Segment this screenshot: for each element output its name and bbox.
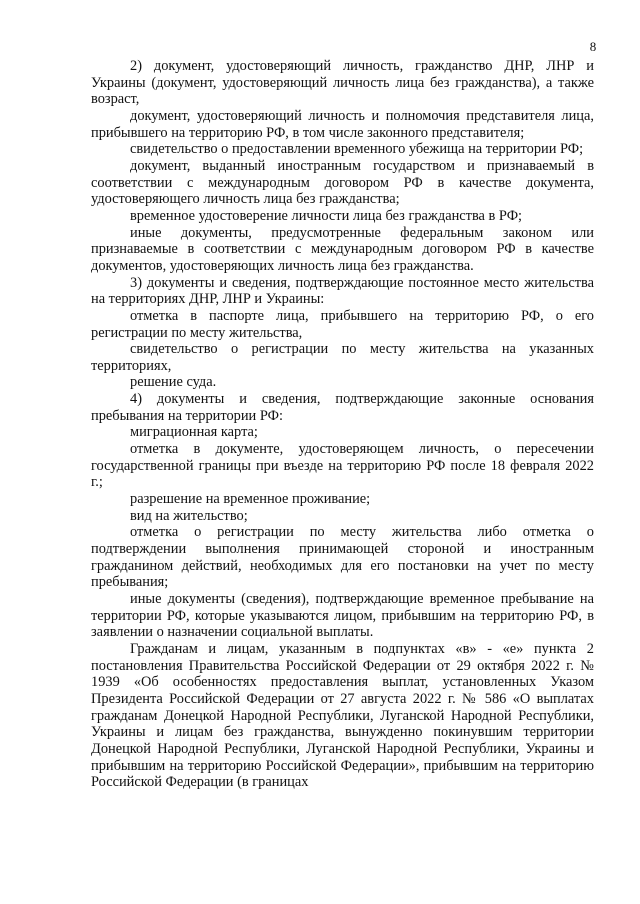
paragraph: иные документы, предусмотренные федеральным законом или признаваемые в соответствии с международным договором РФ в качестве документов, удостоверяющих личность лица без гражданства. (91, 224, 594, 274)
paragraph: временное удостоверение личности лица без гражданства в РФ; (130, 207, 523, 224)
paragraph: свидетельство о регистрации по месту жительства на указанных территориях, (91, 341, 594, 374)
paragraph: Гражданам и лицам, указанным в подпунктах «в» - «е» пункта 2 постановления Правительства Российской Федерации от 29 октября 2022 г. № 1939 «Об особенностях предоставления выплат, установленных Указом Президента Российской Федерации от 27 августа 2022 г. № 586 «О выплатах гражданам Донецкой Народной Республики, Луганской Народной Республики, Украины и лицам без гражданства, вынужденно покинувшим территории Донецкой Народной Республики, Луганской Народной Республики, Украины и прибывшим на территорию Российской Федерации», прибывшим на территорию Российской Федерации (в границах (91, 640, 594, 791)
paragraph: документ, выданный иностранным государством и признаваемый в соответствии с международным договором РФ в качестве документа, удостоверяющего личность лица без гражданства; (91, 157, 594, 208)
page-number: 8 (589, 39, 597, 54)
paragraph: решение суда. (130, 374, 217, 391)
document-body (91, 58, 594, 791)
paragraph: свидетельство о предоставлении временного убежища на территории РФ; (130, 141, 584, 158)
paragraph: 3) документы и сведения, подтверждающие постоянное место жительства на территориях ДНР, ЛНР и Украины: (91, 274, 594, 308)
paragraph: вид на жительство; (130, 507, 248, 524)
paragraph: документ, удостоверяющий личность и полномочия представителя лица, прибывшего на территорию РФ, в том числе законного представителя; (91, 107, 594, 141)
paragraph: миграционная карта; (130, 424, 258, 441)
paragraph: отметка в документе, удостоверяющем личность, о пересечении государственной границы при въезде на территорию РФ после 18 февраля 2022 г.; (91, 441, 594, 491)
paragraph: разрешение на временное проживание; (130, 491, 371, 508)
paragraph: 2) документ, удостоверяющий личность, гражданство ДНР, ЛНР и Украины (документ, удостоверяющий личность лица без гражданства), а также возраст, (91, 58, 594, 108)
paragraph: отметка о регистрации по месту жительства либо отметка о подтверждении выполнения принимающей стороной и иностранным гражданином действий, необходимых для его постановки на учет по месту пребывания; (91, 524, 594, 591)
paragraph: 4) документы и сведения, подтверждающие законные основания пребывания на территории РФ: (91, 391, 594, 424)
paragraph: отметка в паспорте лица, прибывшего на территорию РФ, о его регистрации по месту жительства, (91, 307, 594, 341)
paragraph: иные документы (сведения), подтверждающие временное пребывание на территории РФ, которые указываются лицом, прибывшим на территорию РФ, в заявлении о назначении социальной выплаты. (91, 591, 594, 641)
